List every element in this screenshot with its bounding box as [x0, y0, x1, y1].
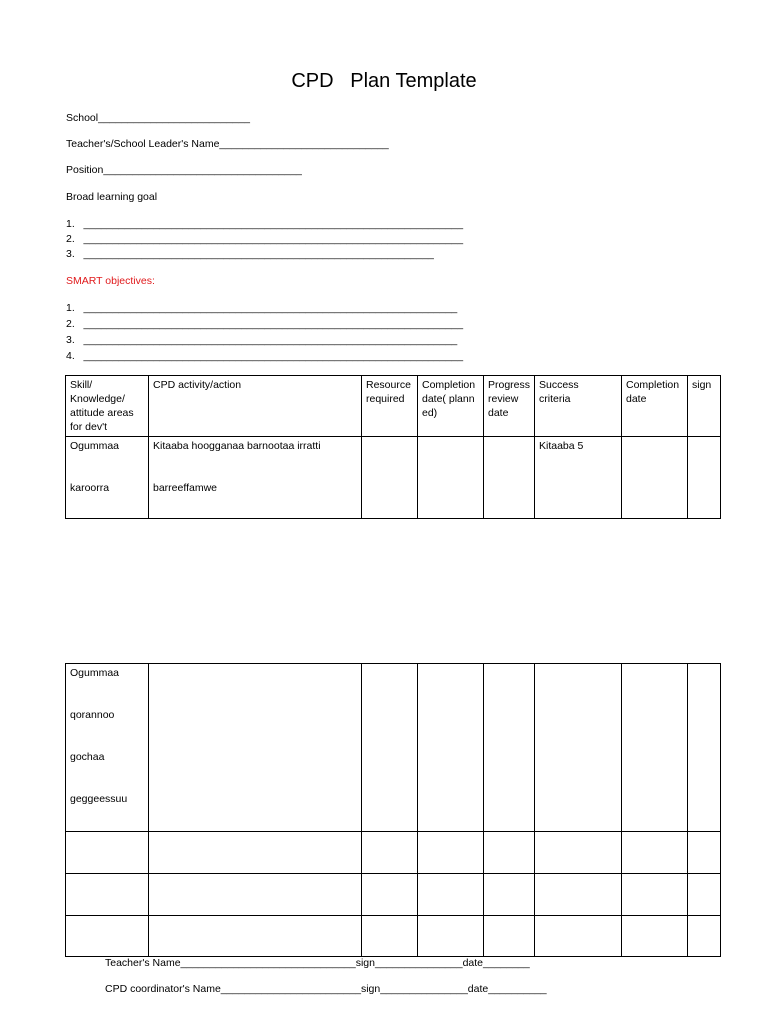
smart-objectives-heading: SMART objectives:: [66, 275, 155, 287]
cell-success-criteria: Kitaaba 5: [535, 437, 622, 519]
cell-skill: Ogummaa qorannoo gochaa geggeessuu: [66, 664, 149, 832]
cpd-plan-table-2: [65, 663, 721, 957]
teacher-signature-line: Teacher's Name______________________________sign_______________date________: [105, 957, 530, 969]
cell-completion-date: [622, 437, 688, 519]
table-row: [66, 437, 721, 519]
school-field: School__________________________: [66, 112, 250, 124]
position-field: Position__________________________________: [66, 164, 302, 176]
cell-completion-planned: [418, 437, 484, 519]
header-cpd-activity: CPD activity/action: [149, 376, 362, 437]
header-completion-date: Completion date: [622, 376, 688, 437]
header-resource: Resource required: [362, 376, 418, 437]
cell-progress-review: [484, 437, 535, 519]
table-row: [66, 832, 721, 874]
cell-completion-planned: [418, 664, 484, 832]
header-completion-planned: Completion date( plann ed): [418, 376, 484, 437]
objective-line-2: 2. _________________________________________________________________: [66, 318, 464, 330]
objective-line-3: 3. ________________________________________________________________: [66, 334, 458, 346]
table-row: [66, 916, 721, 957]
cell-activity: Kitaaba hoogganaa barnootaa irratti barreeffamwe: [149, 437, 362, 519]
objective-line-1: 1. ________________________________________________________________: [66, 302, 458, 314]
cell-success-criteria: [535, 664, 622, 832]
header-progress-review: Progress review date: [484, 376, 535, 437]
header-sign: sign: [688, 376, 721, 437]
leader-name-field: Teacher's/School Leader's Name_____________________________: [66, 138, 389, 150]
goal-line-1: 1. _________________________________________________________________: [66, 218, 464, 230]
table-row: [66, 874, 721, 916]
cell-resource: [362, 664, 418, 832]
goal-line-2: 2. _________________________________________________________________: [66, 233, 464, 245]
cell-progress-review: [484, 664, 535, 832]
cpd-plan-table-1: [65, 375, 721, 519]
cell-completion-date: [622, 664, 688, 832]
page-title: CPD Plan Template: [291, 70, 477, 92]
header-skill-areas: Skill/ Knowledge/ attitude areas for dev't: [66, 376, 149, 437]
goal-line-3: 3. ____________________________________________________________: [66, 248, 434, 260]
cell-resource: [362, 437, 418, 519]
header-success-criteria: Success criteria: [535, 376, 622, 437]
table-row: [66, 664, 721, 832]
objective-line-4: 4. _________________________________________________________________: [66, 350, 464, 362]
table-header-row: [66, 376, 721, 437]
cell-skill: Ogummaa karoorra: [66, 437, 149, 519]
cell-sign: [688, 664, 721, 832]
cell-sign: [688, 437, 721, 519]
coordinator-signature-line: CPD coordinator's Name________________________sign_______________date__________: [105, 983, 547, 995]
cell-activity: [149, 664, 362, 832]
broad-goal-label: Broad learning goal: [66, 191, 158, 203]
